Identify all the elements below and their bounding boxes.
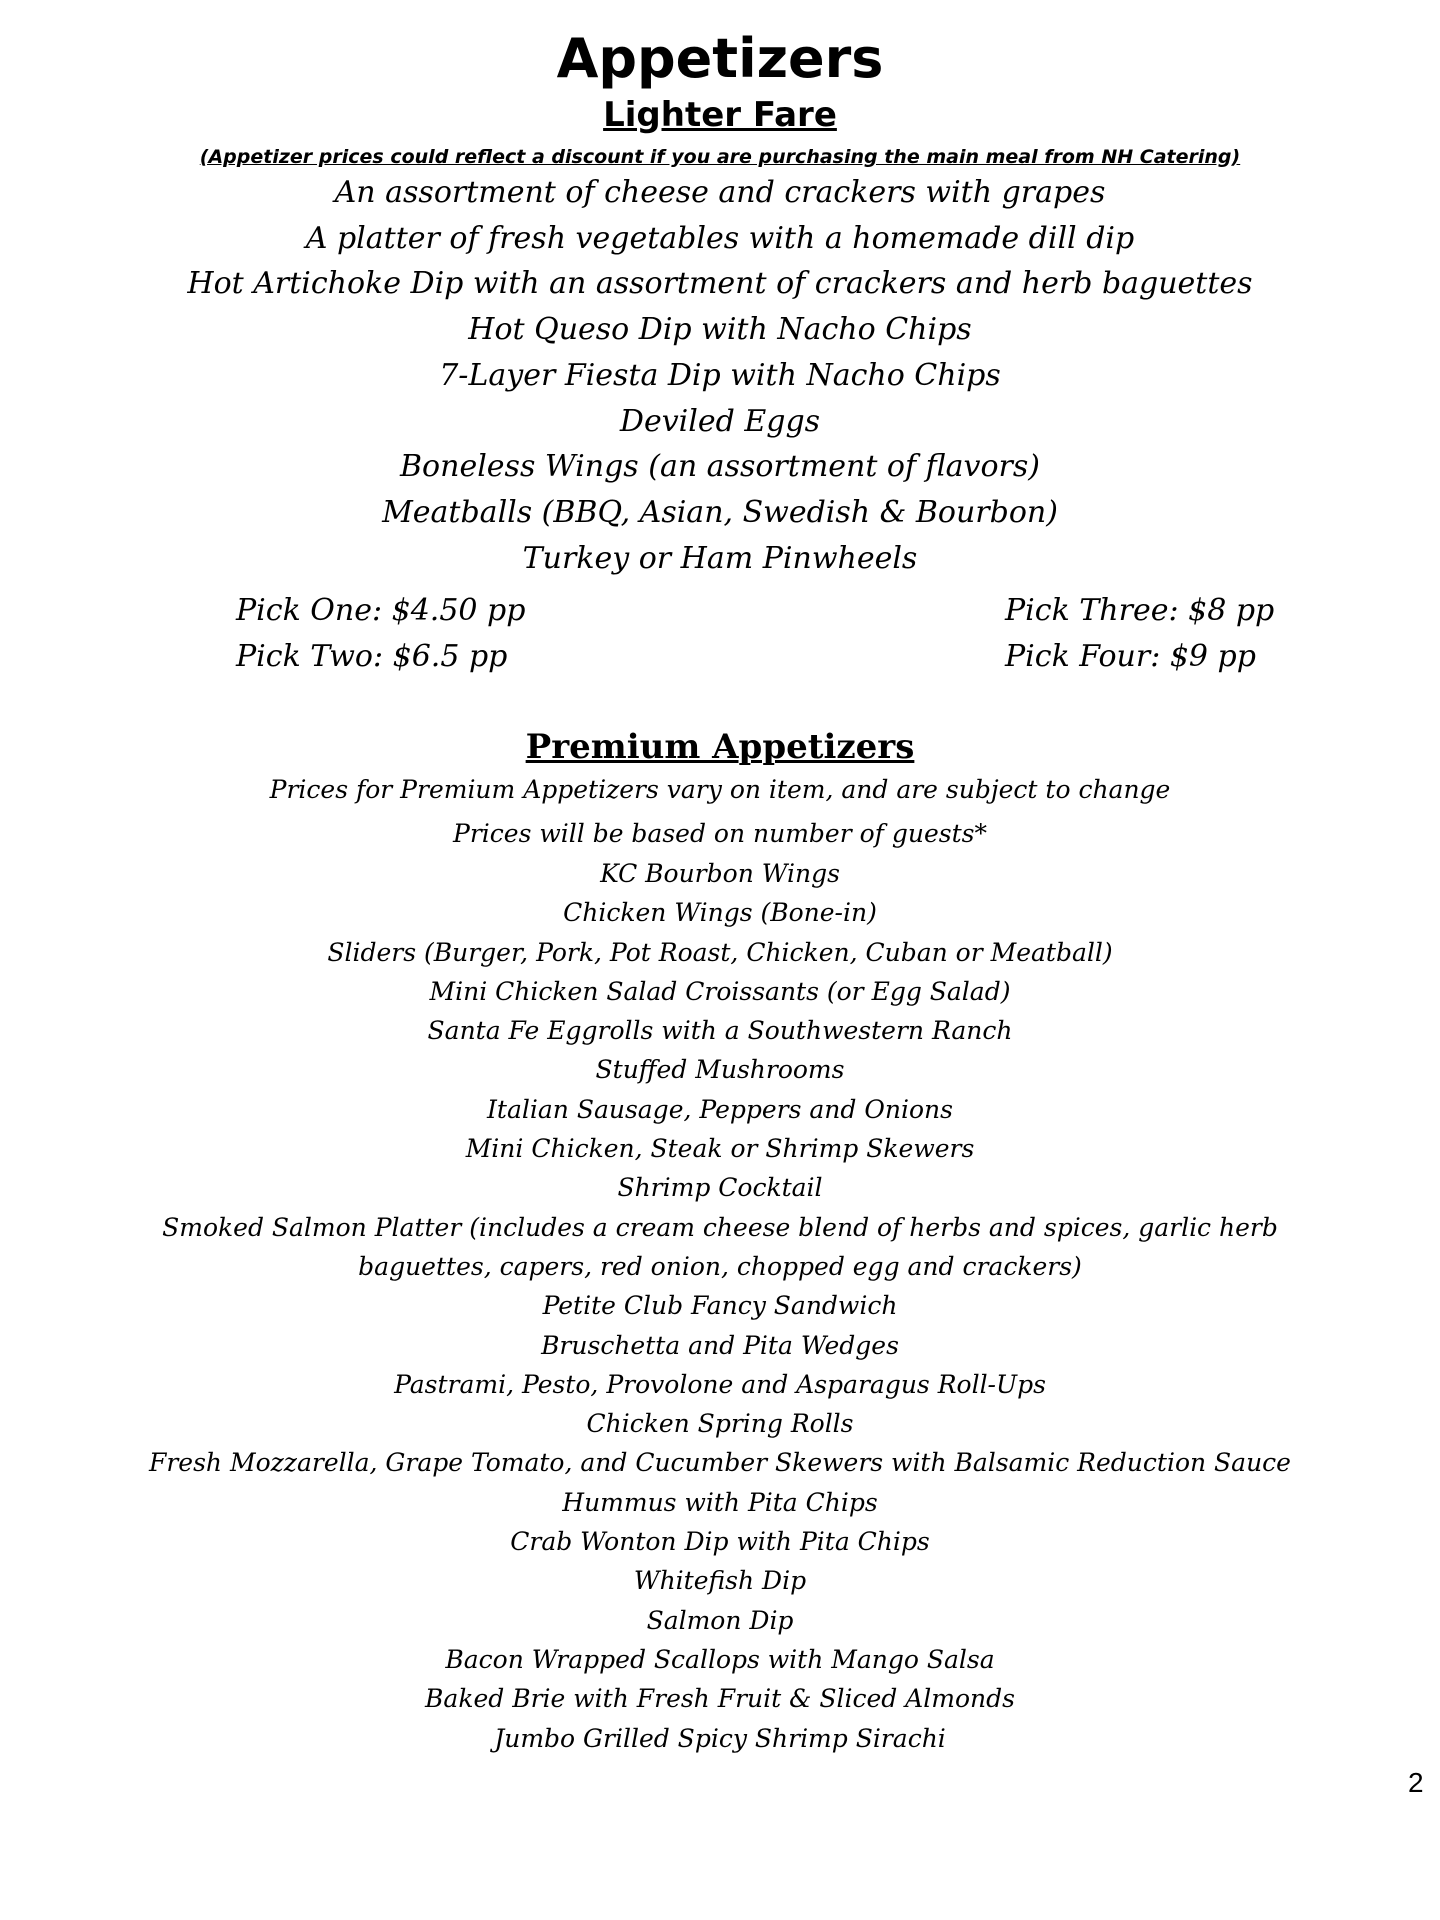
- list-item: Chicken Spring Rolls: [586, 1409, 854, 1439]
- price-pick-three: Pick Three: $8 pp: [1005, 593, 1275, 628]
- list-item: Salmon Dip: [646, 1605, 794, 1635]
- list-item: Boneless Wings (an assortment of flavors): [400, 449, 1040, 485]
- pricing-left: [236, 588, 525, 680]
- list-item: Bruschetta and Pita Wedges: [541, 1330, 899, 1360]
- price-pick-one: Pick One: $4.50 pp: [236, 593, 526, 628]
- list-item: Stuffed Mushrooms: [595, 1055, 845, 1085]
- list-item: 7-Layer Fiesta Dip with Nacho Chips: [439, 357, 1001, 393]
- list-item: Santa Fe Eggrolls with a Southwestern Ranch: [427, 1016, 1013, 1046]
- list-item: Fresh Mozzarella, Grape Tomato, and Cucumber Skewers with Balsamic Reduction Sauce: [149, 1448, 1291, 1478]
- list-item: Jumbo Grilled Spicy Shrimp Sirachi: [494, 1723, 946, 1753]
- discount-note: (Appetizer prices could reflect a discount if you are purchasing the main meal from NH Catering): [199, 146, 1241, 168]
- price-pick-two: Pick Two: $6.5 pp: [236, 639, 508, 674]
- list-item: Deviled Eggs: [619, 403, 821, 439]
- premium-appetizers-list: [120, 854, 1320, 1758]
- premium-price-note: Prices for Premium Appetizers vary on item, and are subject to change: [269, 775, 1171, 804]
- list-item: Crab Wonton Dip with Pita Chips: [510, 1527, 930, 1557]
- list-item: Meatballs (BBQ, Asian, Swedish & Bourbon): [382, 494, 1058, 530]
- list-item: Hummus with Pita Chips: [562, 1487, 878, 1517]
- premium-guests-note: Prices will be based on number of guests*: [453, 819, 987, 848]
- list-item: KC Bourbon Wings: [600, 859, 840, 888]
- section-title-premium: Premium Appetizers: [525, 727, 915, 767]
- page-number: 2: [1408, 1767, 1424, 1798]
- list-item: Mini Chicken Salad Croissants (or Egg Salad): [429, 976, 1011, 1006]
- list-item: Chicken Wings (Bone-in): [563, 898, 877, 928]
- page-title: Appetizers: [556, 27, 884, 90]
- section-title-lighter-fare: Lighter Fare: [603, 95, 837, 135]
- list-item: Shrimp Cocktail: [617, 1173, 823, 1203]
- list-item: Hot Queso Dip with Nacho Chips: [468, 312, 972, 348]
- list-item: Turkey or Ham Pinwheels: [522, 540, 918, 576]
- list-item: Whitefish Dip: [633, 1566, 807, 1596]
- list-item: Baked Brie with Fresh Fruit & Sliced Almonds: [425, 1684, 1015, 1714]
- list-item: An assortment of cheese and crackers with grapes: [334, 175, 1106, 210]
- list-item: Pastrami, Pesto, Provolone and Asparagus Roll-Ups: [394, 1369, 1046, 1399]
- list-item: Bacon Wrapped Scallops with Mango Salsa: [445, 1644, 995, 1674]
- list-item: Sliders (Burger, Pork, Pot Roast, Chicken, Cuban or Meatball): [327, 937, 1113, 967]
- list-item: Smoked Salmon Platter (includes a cream cheese blend of herbs and spices, garlic herb baguettes, capers, red onion, chopped egg and crackers): [162, 1212, 1278, 1281]
- list-item: A platter of fresh vegetables with a homemade dill dip: [305, 220, 1135, 256]
- price-pick-four: Pick Four: $9 pp: [1005, 639, 1256, 674]
- list-item: Italian Sausage, Peppers and Onions: [487, 1094, 953, 1124]
- list-item: Mini Chicken, Steak or Shrimp Skewers: [465, 1134, 975, 1164]
- pricing-right: [1005, 588, 1274, 680]
- list-item: Petite Club Fancy Sandwich: [542, 1291, 898, 1321]
- lighter-fare-list: [0, 170, 1440, 581]
- list-item: Hot Artichoke Dip with an assortment of crackers and herb baguettes: [187, 266, 1253, 302]
